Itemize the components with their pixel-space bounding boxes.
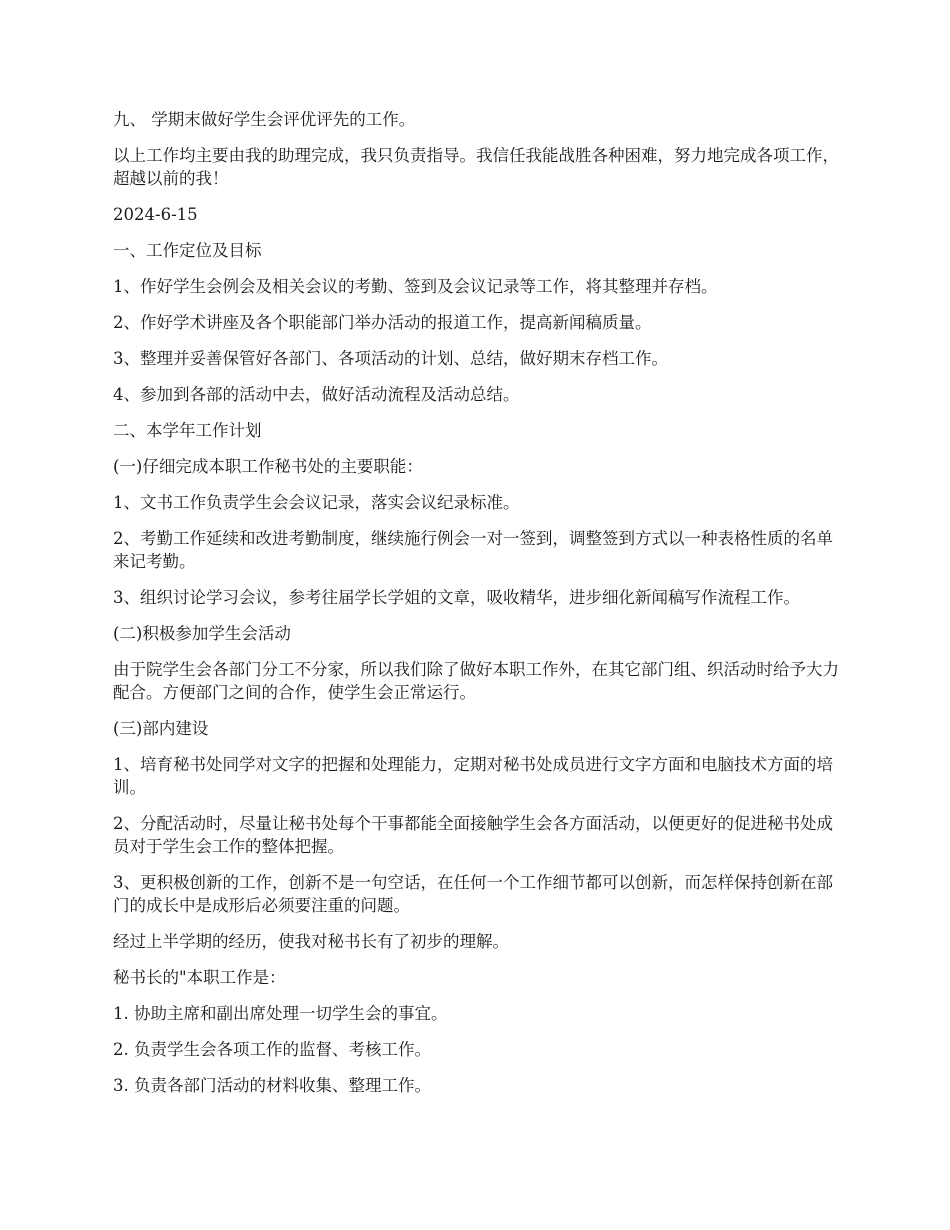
paragraph-duty-3: 3、组织讨论学习会议，参考往届学长学姐的文章，吸收精华，进步细化新闻稿写作流程工作。 [113,588,800,607]
section-heading-positioning-goals: 一、工作定位及目标 [113,241,262,260]
paragraph-reflection: 经过上半学期的经历，使我对秘书长有了初步的理解。 [113,932,509,951]
subheading-participate-activities: (二)积极参加学生会活动 [113,624,291,643]
subheading-core-duties: (一)仔细完成本职工作秘书处的主要职能： [113,457,423,476]
document-page [113,108,843,1110]
document-date: 2024-6-15 [113,205,198,224]
paragraph-cooperation: 由于院学生会各部门分工不分家，所以我们除了做好本职工作外，在其它部门组、织活动时给予大力配合。方便部门之间的合作，使学生会正常运行。 [113,660,839,702]
paragraph-building-1: 1、培育秘书处同学对文字的把握和处理能力，定期对秘书处成员进行文字方面和电脑技术方面的培训。 [113,755,833,797]
paragraph-building-3: 3、更积极创新的工作，创新不是一句空话，在任何一个工作细节都可以创新，而怎样保持创新在部门的成长中是成形后必须要注重的问题。 [113,873,833,915]
paragraph-duty-2: 2、考勤工作延续和改进考勤制度，继续施行例会一对一签到，调整签到方式以一种表格性质的名单来记考勤。 [113,529,833,571]
paragraph-goal-3: 3、整理并妥善保管好各部门、各项活动的计划、总结，做好期末存档工作。 [113,349,668,368]
paragraph-secretary-duty-1: 1. 协助主席和副出席处理一切学生会的事宜。 [113,1004,448,1023]
section-heading-annual-plan: 二、本学年工作计划 [113,421,262,440]
paragraph-duty-1: 1、文书工作负责学生会会议记录，落实会议纪录标准。 [113,493,520,512]
paragraph-goal-2: 2、作好学术讲座及各个职能部门举办活动的报道工作，提高新闻稿质量。 [113,313,652,332]
paragraph-secretary-duty-2: 2. 负责学生会各项工作的监督、考核工作。 [113,1040,431,1059]
subheading-internal-building: (三)部内建设 [113,719,209,738]
paragraph-secretary-duties-intro: 秘书长的"本职工作是： [113,968,286,987]
paragraph-goal-1: 1、作好学生会例会及相关会议的考勤、签到及会议记录等工作，将其整理并存档。 [113,277,718,296]
paragraph-conclusion: 以上工作均主要由我的助理完成，我只负责指导。我信任我能战胜各种困难，努力地完成各项工作，超越以前的我！ [113,146,839,188]
paragraph-goal-4: 4、参加到各部的活动中去，做好活动流程及活动总结。 [113,385,520,404]
paragraph-item-9-semester-end: 九、 学期末做好学生会评优评先的工作。 [113,110,416,129]
paragraph-building-2: 2、分配活动时，尽量让秘书处每个干事都能全面接触学生会各方面活动，以便更好的促进秘书处成员对于学生会工作的整体把握。 [113,814,833,856]
paragraph-secretary-duty-3: 3. 负责各部门活动的材料收集、整理工作。 [113,1076,431,1095]
